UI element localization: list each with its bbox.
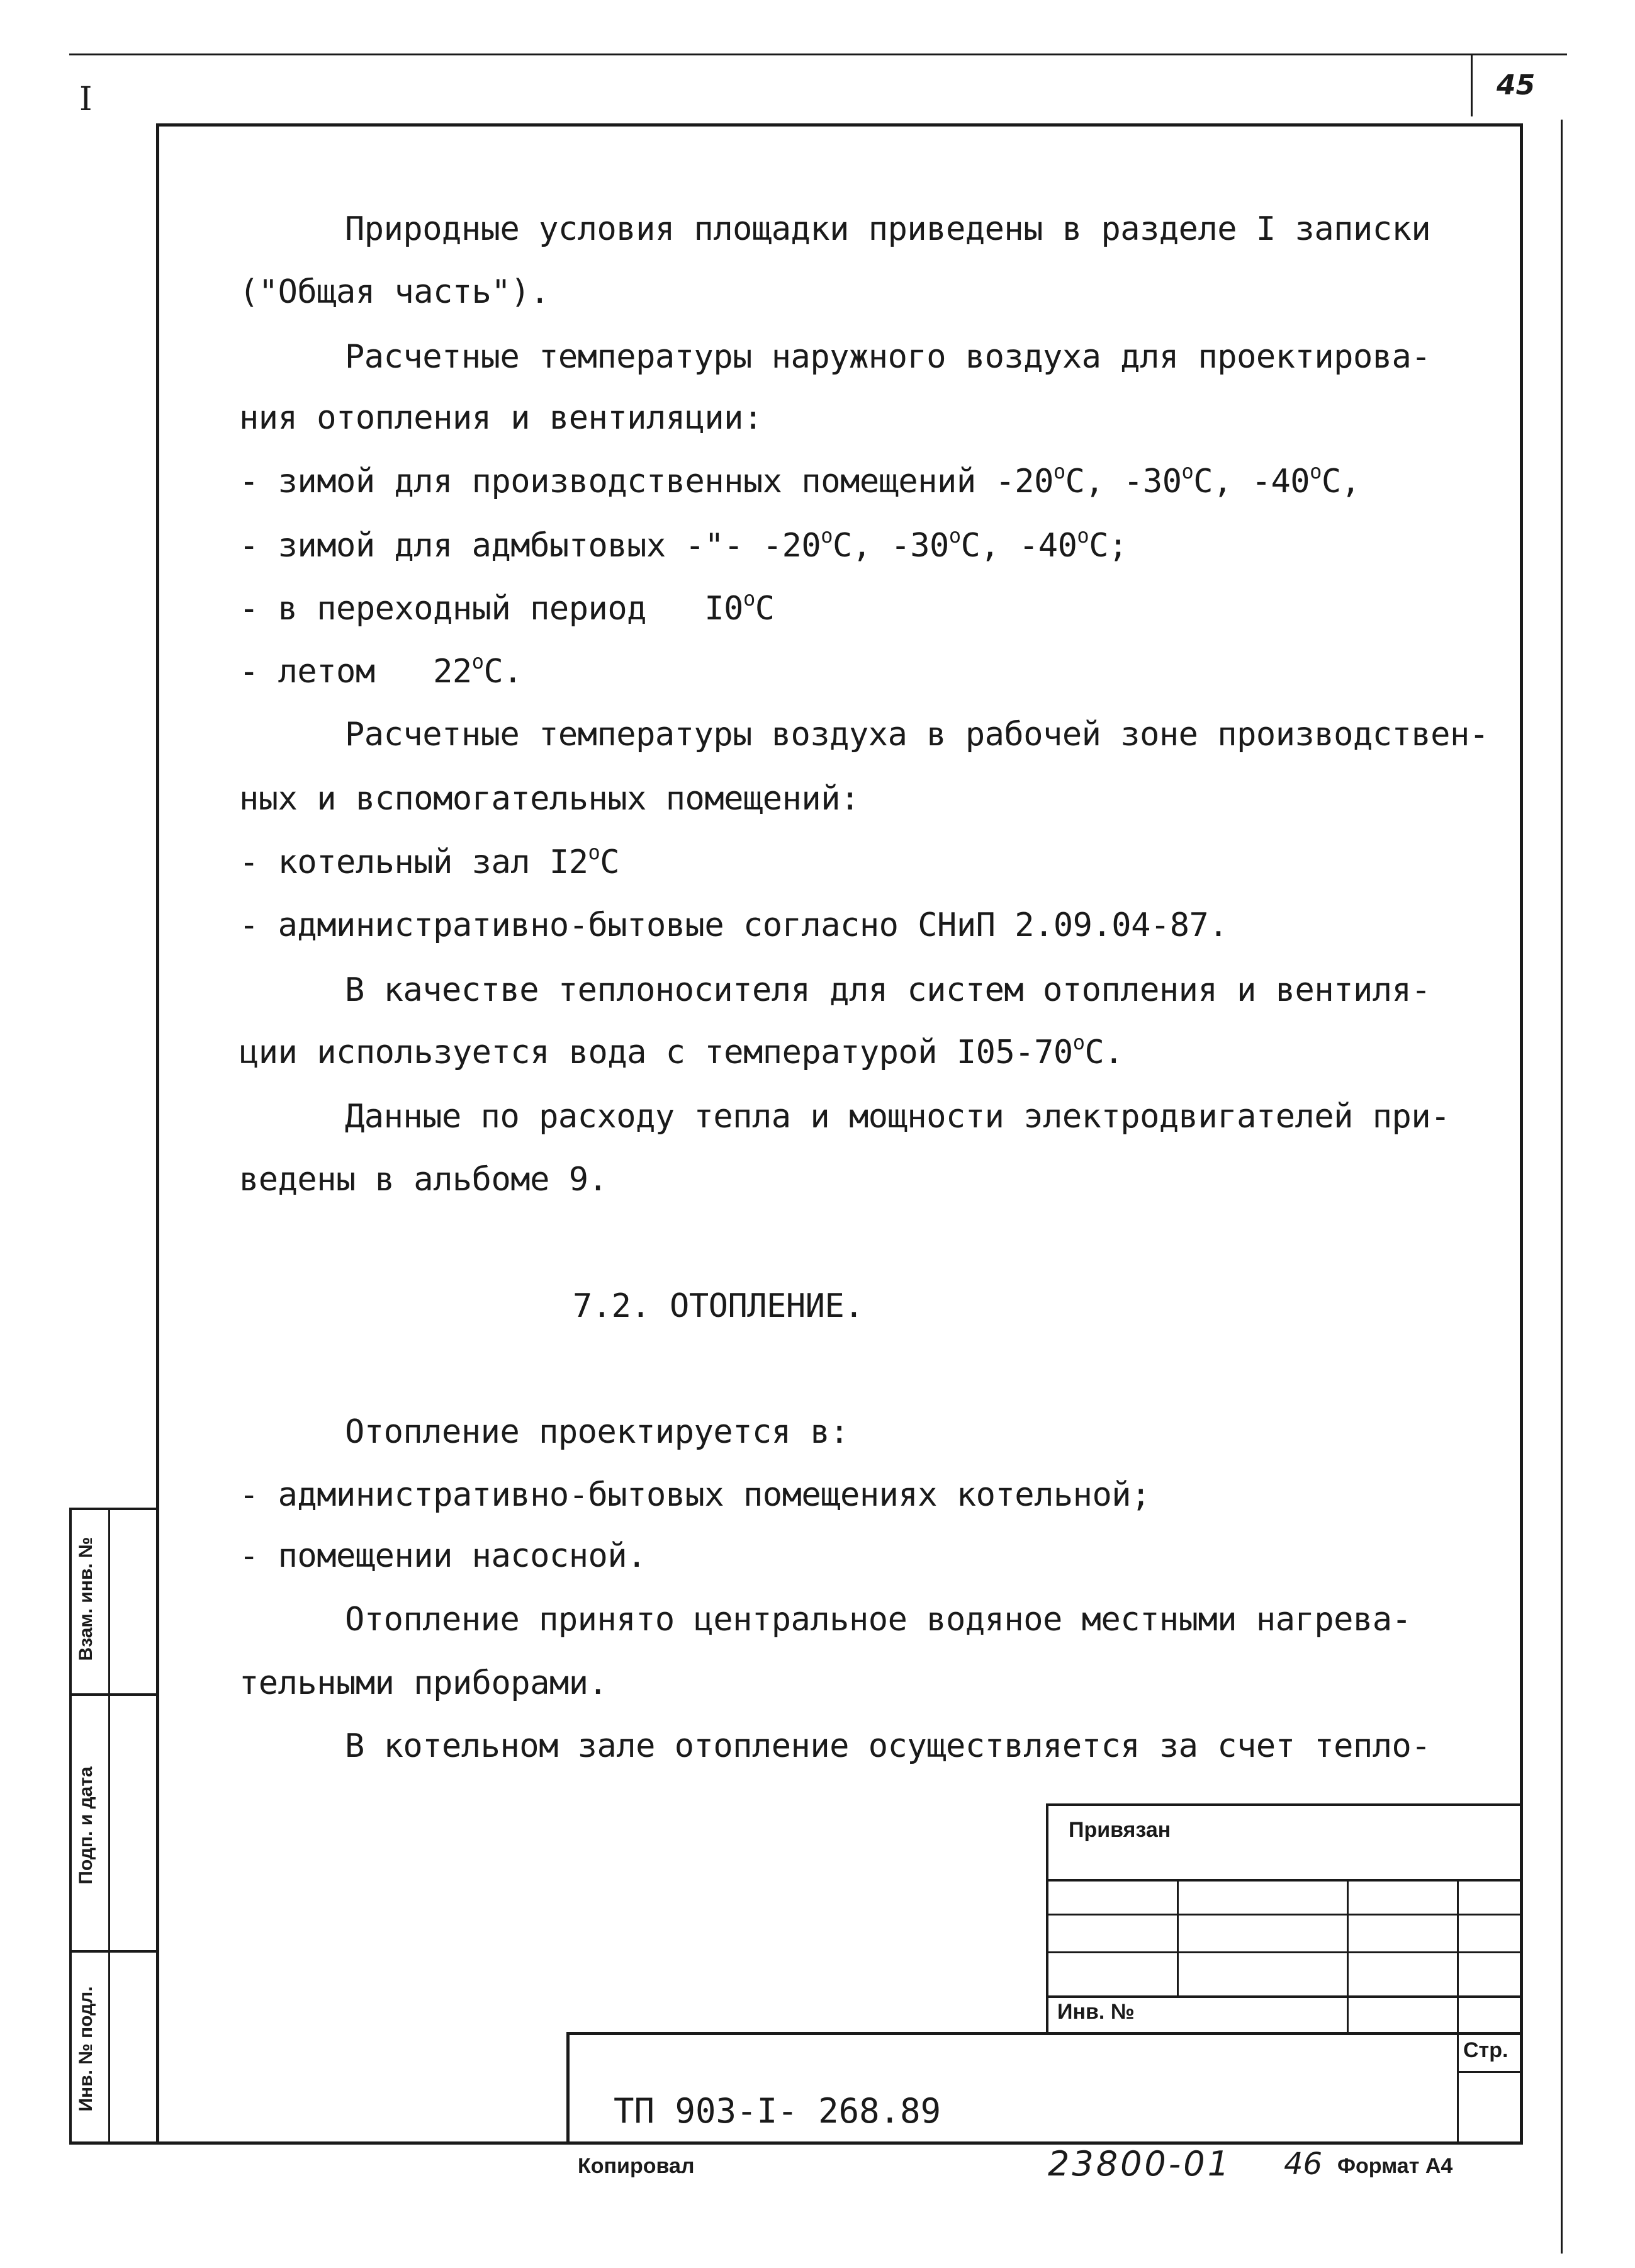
text-segment: С. bbox=[1084, 1034, 1124, 1071]
tb-doc-code: ТП 903-I- 268.89 bbox=[614, 2091, 941, 2131]
degree-superscript: o bbox=[743, 587, 755, 611]
text-line: Отопление принято центральное водяное местными нагрева- bbox=[345, 1601, 1412, 1639]
tb-main-left bbox=[566, 2032, 570, 2144]
tb-privyazan-top bbox=[1046, 1803, 1523, 1806]
text-segment: С bbox=[600, 843, 620, 881]
roman-numeral: I bbox=[79, 81, 93, 118]
text-line: ния отопления и вентиляции: bbox=[239, 399, 763, 437]
text-line bbox=[239, 589, 775, 629]
tb-kopiroval-label: Копировал bbox=[578, 2154, 695, 2178]
degree-superscript: o bbox=[1053, 460, 1065, 483]
text-line: В качестве теплоносителя для систем отопления и вентиля- bbox=[345, 971, 1431, 1009]
text-segment: С; bbox=[1089, 527, 1128, 565]
text-segment: - зимой для производственных помещений -20 bbox=[239, 463, 1053, 500]
text-segment: С. bbox=[483, 653, 523, 691]
inner-frame-top bbox=[156, 123, 1523, 127]
text-line bbox=[239, 461, 1361, 502]
text-line bbox=[239, 842, 619, 883]
side-stamp-divider bbox=[108, 1508, 110, 2145]
tb-row4 bbox=[1046, 1995, 1523, 1998]
degree-superscript: o bbox=[471, 650, 484, 674]
side-stamp-vzam-inv: Взам. инв. № bbox=[76, 1537, 96, 1661]
section-heading: 7.2. ОТОПЛЕНИЕ. bbox=[573, 1287, 864, 1325]
tb-handwritten-code: 23800-01 bbox=[1048, 2144, 1232, 2184]
text-segment: - зимой для адмбытовых -"- -20 bbox=[239, 527, 821, 565]
text-line: - помещении насосной. bbox=[239, 1537, 646, 1575]
outer-right-border bbox=[1561, 120, 1563, 2254]
text-segment: - в переходный период I0 bbox=[239, 590, 743, 628]
text-segment: С, -40 bbox=[960, 527, 1077, 565]
page-number-box-left bbox=[1471, 54, 1473, 116]
text-segment: ции используется вода с температурой I05-70 bbox=[239, 1034, 1073, 1071]
text-line bbox=[239, 526, 1128, 566]
degree-superscript: o bbox=[948, 524, 961, 548]
inner-frame-right bbox=[1520, 123, 1523, 2144]
tb-main-top bbox=[566, 2032, 1523, 2035]
side-stamp-row2 bbox=[69, 1950, 157, 1953]
side-stamp-inv-podl: Инв. № подл. bbox=[76, 1986, 96, 2112]
inner-frame-bottom bbox=[69, 2141, 1523, 2145]
tb-format-label: Формат А4 bbox=[1337, 2154, 1453, 2178]
tb-row1 bbox=[1046, 1879, 1523, 1882]
tb-privyazan-label: Привязан bbox=[1069, 1818, 1171, 1842]
tb-col1 bbox=[1177, 1879, 1179, 1995]
side-stamp-row1 bbox=[69, 1693, 157, 1696]
degree-superscript: o bbox=[1181, 460, 1194, 483]
text-line: ("Общая часть"). bbox=[239, 273, 549, 311]
tb-row3 bbox=[1046, 1951, 1523, 1953]
text-segment: С, -30 bbox=[832, 527, 949, 565]
tb-handwritten-page: 46 bbox=[1284, 2147, 1323, 2182]
text-segment: - летом 22 bbox=[239, 653, 472, 691]
side-stamp-left bbox=[69, 1508, 72, 2145]
tb-row2 bbox=[1046, 1914, 1523, 1915]
text-line: В котельном зале отопление осуществляется за счет тепло- bbox=[345, 1727, 1431, 1765]
tb-col3 bbox=[1457, 1879, 1459, 2143]
side-stamp-podp-data: Подп. и дата bbox=[76, 1766, 96, 1885]
degree-superscript: o bbox=[1310, 460, 1322, 483]
degree-superscript: o bbox=[821, 524, 833, 548]
top-border bbox=[69, 54, 1567, 55]
text-segment: С, bbox=[1321, 463, 1361, 500]
text-line: - административно-бытовых помещениях котельной; bbox=[239, 1476, 1150, 1514]
tb-privyazan-left bbox=[1046, 1803, 1048, 2033]
text-line: ных и вспомогательных помещений: bbox=[239, 780, 860, 818]
text-line: Расчетные температуры наружного воздуха для проектирова- bbox=[345, 338, 1431, 376]
text-segment: С, -30 bbox=[1065, 463, 1182, 500]
text-line: Отопление проектируется в: bbox=[345, 1413, 849, 1451]
text-segment: С bbox=[755, 590, 775, 628]
degree-superscript: o bbox=[1077, 524, 1089, 548]
text-line: тельными приборами. bbox=[239, 1664, 608, 1702]
text-segment: С, -40 bbox=[1193, 463, 1310, 500]
tb-col2 bbox=[1347, 1879, 1349, 2033]
tb-inv-no-label: Инв. № bbox=[1057, 2000, 1135, 2024]
text-segment: - котельный зал I2 bbox=[239, 843, 588, 881]
tb-str-bottom bbox=[1457, 2071, 1523, 2073]
text-line bbox=[239, 1032, 1123, 1073]
text-line: Природные условия площадки приведены в разделе I записки bbox=[345, 210, 1431, 248]
text-line: ведены в альбоме 9. bbox=[239, 1161, 608, 1199]
text-line: - административно-бытовые согласно СНиП 2.09.04-87. bbox=[239, 906, 1228, 944]
text-line: Данные по расходу тепла и мощности электродвигателей при- bbox=[345, 1098, 1450, 1136]
degree-superscript: o bbox=[1072, 1030, 1085, 1054]
text-line: Расчетные температуры воздуха в рабочей зоне производствен- bbox=[345, 716, 1489, 753]
page-number: 45 bbox=[1497, 69, 1536, 101]
inner-frame-left bbox=[156, 123, 159, 2144]
text-line bbox=[239, 652, 522, 692]
degree-superscript: o bbox=[588, 840, 600, 864]
tb-str-label: Стр. bbox=[1463, 2038, 1509, 2062]
